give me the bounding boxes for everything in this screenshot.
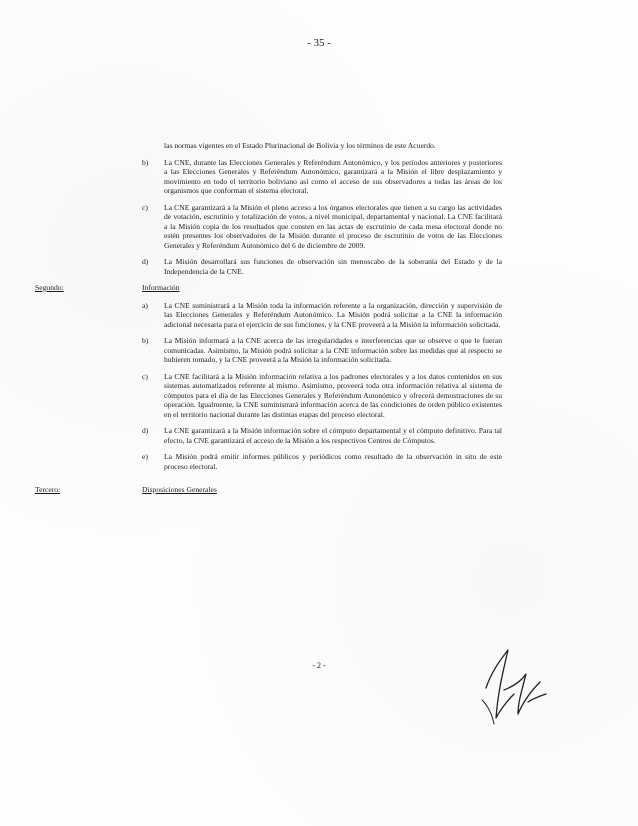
section-segundo <box>35 283 502 293</box>
item-text: La Misión informará a la CNE acerca de las irregularidades e interferencias que se observe o que le fueran comunicadas. Asimismo, la Misión podrá solicitar a la CNE información sobre las medidas que al respecto se hubieren tomado, y la CNE proveerá a la Misión la información solicitada. <box>164 336 502 364</box>
item-text: La Misión desarrollará sus funciones de observación sin menoscabo de la soberanía del Estado y de la Independencia de la CNE. <box>164 257 502 276</box>
list-item <box>142 372 502 420</box>
item-letter: c) <box>142 371 148 381</box>
item-text: La CNE garantizará a la Misión el pleno acceso a los órganos electorales que tienen a su cargo las actividades de votación, escrutinio y totalización de votos, a nivel municipal, departamental y nacional. La CNE facilitará a la Misión copia de los resultados que consten en las actas de escrutinio de cada mesa electoral donde no estén presentes los observadores de la Misión durante el proceso de escrutinio de votos de las Elecciones Generales y Referéndum Autonómico del 6 de diciembre de 2009. <box>164 202 502 250</box>
item-text: La CNE garantizará a la Misión información sobre el cómputo departamental y el cómputo definitivo. Para tal efecto, la CNE garantizará el acceso de la Misión a los respectivos Centros de Cómputos. <box>164 426 502 445</box>
section-title: Información <box>142 283 180 292</box>
list-item <box>142 301 502 330</box>
section-title: Disposiciones Generales <box>142 485 217 494</box>
item-text: La CNE suministrará a la Misión toda la información referente a la organización, dirección y supervisión de las Elecciones Generales y Referéndum Autonómico. La Misión podrá solicitar a la CNE la información adicional necesaria para el ejercicio de sus funciones, y la CNE proveerá a la Misión la información solicitada. <box>164 300 502 329</box>
item-letter: a) <box>142 300 148 310</box>
list-item <box>142 336 502 365</box>
item-text: La CNE, durante las Elecciones Generales y Referéndum Autonómico, y los períodos anteriores y posteriores a las Elecciones Generales y Referéndum Autonómico, garantizará a la Misión el libre desplazamiento y movimiento en todo el territorio boliviano así como el acceso de sus observadores a todas las áreas de los organismos que conforman el sistema electoral. <box>164 157 502 195</box>
item-letter: e) <box>142 452 148 461</box>
page-number-top: - 35 - <box>307 37 331 49</box>
intro-continuation: las normas vigentes en el Estado Plurinacional de Bolivia y los términos de este Acuerdo. <box>164 141 436 150</box>
handwritten-signature <box>474 640 554 735</box>
item-letter: d) <box>142 426 149 435</box>
item-text: La CNE facilitará a la Misión información relativa a los padrones electorales y a los datos contenidos en sus sistemas automatizados referente al mismo. Asimismo, proveerá toda otra información relativa al sistema de cómputos para el día de las Elecciones Generales y Referéndum Autonómico y ofrecerá demostraciones de su operación. Igualmente, la CNE suministrará información acerca de las condiciones de orden público existentes en el territorio nacional durante las distintas etapas del proceso electoral. <box>164 371 502 419</box>
document-body <box>35 141 502 503</box>
list-item <box>142 203 502 251</box>
list-item <box>142 257 502 276</box>
item-letter: c) <box>142 202 148 212</box>
item-letter: b) <box>142 157 149 167</box>
item-text: La Misión podrá emitir informes públicos y periódicos como resultado de la observación in situ de este proceso electoral. <box>164 452 502 471</box>
list-item <box>142 158 502 196</box>
list-item <box>142 452 502 471</box>
section-label: Segundo: <box>35 283 64 292</box>
section-tercero <box>35 485 502 495</box>
item-letter: b) <box>142 336 149 345</box>
page-number-bottom: - 2 - <box>312 661 326 670</box>
list-item <box>142 426 502 445</box>
section-label: Tercero: <box>35 485 61 494</box>
item-letter: d) <box>142 257 149 266</box>
